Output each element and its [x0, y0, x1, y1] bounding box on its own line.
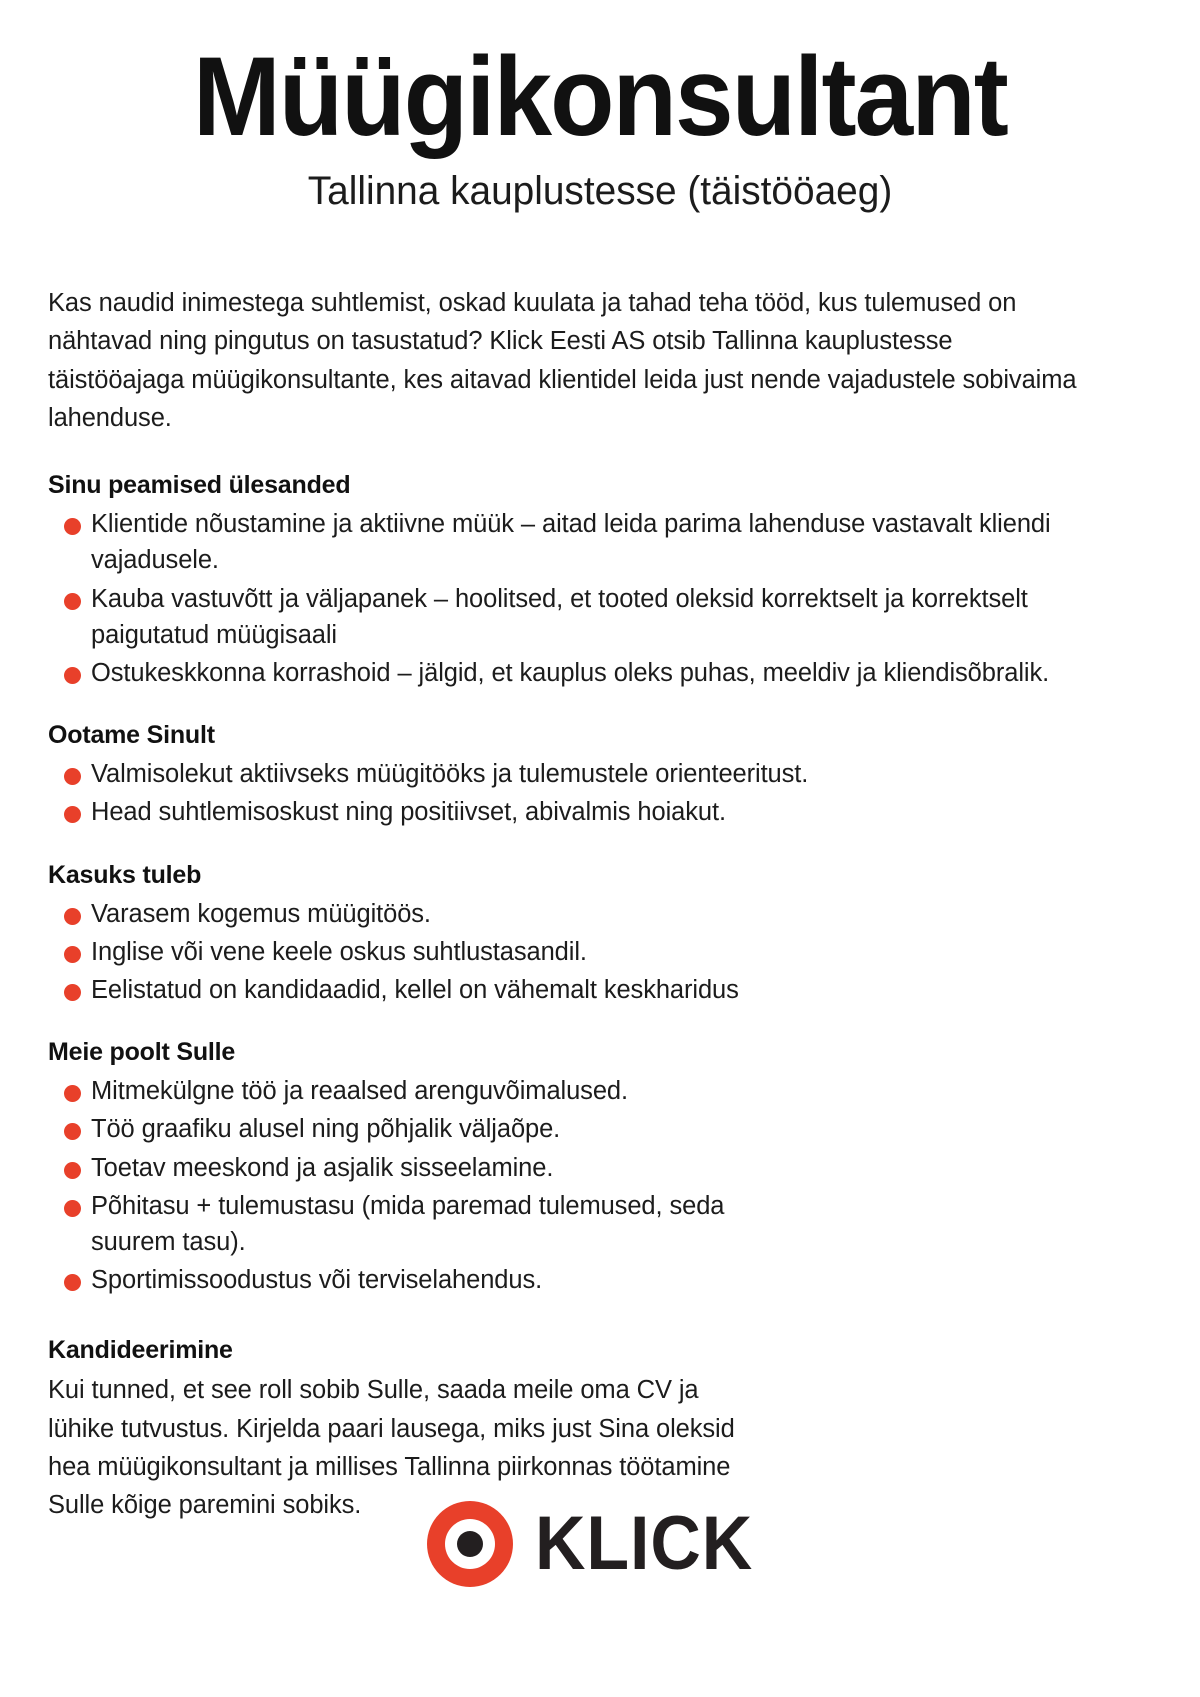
section-tasks	[48, 471, 1142, 691]
list-item	[48, 934, 1101, 970]
list-item	[48, 1073, 1101, 1109]
section-heading: Sinu peamised ülesanded	[48, 471, 351, 500]
list-item-text: Sportimissoodustus või terviselahendus.	[91, 1266, 543, 1295]
list-item-text: Põhitasu + tulemustasu (mida paremad tulemused, seda suurem tasu).	[91, 1191, 725, 1257]
list-item-text: Toetav meeskond ja asjalik sisseelamine.	[91, 1153, 554, 1182]
bullet-list	[48, 1073, 1142, 1298]
section-we-offer	[48, 1038, 1142, 1298]
list-item-text: Kauba vastuvõtt ja väljapanek – hoolitsed, et tooted oleksid korrektselt ja korrektselt paigutatud müügisaali	[91, 584, 1028, 649]
bullet-dot-icon	[64, 806, 81, 823]
poster-body	[48, 284, 1152, 1524]
bullet-dot-icon	[64, 768, 81, 785]
logo-ring-inner	[445, 1519, 495, 1569]
intro-paragraph: Kas naudid inimestega suhtlemist, oskad kuulata ja tahad teha tööd, kus tulemused on nähtavad ning pingutus on tasustatud? Klick Eesti AS otsib Tallinna kauplustesse täistööajaga müügikonsultante, kes aitavad klientidel leida just nende vajadustele sobivaima lahenduse.	[48, 289, 1077, 432]
apply-paragraph: Kui tunned, et see roll sobib Sulle, saada meile oma CV ja lühike tutvustus. Kirjelda paari lausega, miks just Sina oleksid hea müügikonsultant ja millises Tallinna piirkonnas töötamine Sulle kõige paremini sobiks.	[48, 1376, 735, 1520]
list-item	[48, 1150, 1101, 1186]
bullet-dot-icon	[64, 908, 81, 925]
poster-header	[48, 0, 1152, 214]
bullet-list	[48, 756, 1142, 830]
list-item	[48, 972, 1101, 1008]
logo-center-dot	[457, 1531, 483, 1557]
bullseye-target-icon	[427, 1501, 513, 1587]
section-heading: Meie poolt Sulle	[48, 1038, 236, 1067]
list-item-text: Mitmekülgne töö ja reaalsed arenguvõimalused.	[91, 1077, 628, 1106]
list-item	[48, 1262, 1101, 1298]
list-item-text: Töö graafiku alusel ning põhjalik väljaõpe.	[91, 1115, 561, 1144]
section-heading: Kandideerimine	[48, 1336, 233, 1365]
section-heading: Ootame Sinult	[48, 721, 215, 750]
section-nice-to-have	[48, 861, 1142, 1009]
bullet-list	[48, 896, 1142, 1009]
section-heading: Kasuks tuleb	[48, 860, 202, 889]
bullet-dot-icon	[64, 984, 81, 1001]
list-item	[48, 1188, 731, 1260]
list-item	[48, 581, 1101, 653]
bullet-dot-icon	[64, 1162, 81, 1179]
section-expectations	[48, 721, 1142, 830]
list-item	[48, 794, 1101, 830]
bullet-list	[48, 506, 1142, 691]
bullet-dot-icon	[64, 593, 81, 610]
bullet-dot-icon	[64, 946, 81, 963]
bullet-dot-icon	[64, 518, 81, 535]
list-item-text: Inglise või vene keele oskus suhtlustasandil.	[91, 937, 587, 966]
section-apply	[48, 1336, 1142, 1524]
list-item-text: Head suhtlemisoskust ning positiivset, abivalmis hoiakut.	[91, 798, 726, 827]
list-item-text: Ostukeskkonna korrashoid – jälgid, et kauplus oleks puhas, meeldiv ja kliendisõbralik.	[91, 659, 1050, 688]
bullet-dot-icon	[64, 1123, 81, 1140]
bullet-dot-icon	[64, 1085, 81, 1102]
list-item	[48, 896, 1101, 932]
list-item	[48, 756, 1101, 792]
logo-wordmark: KLICK	[535, 1501, 754, 1586]
list-item	[48, 1111, 1101, 1147]
list-item	[48, 506, 1101, 578]
company-logo	[0, 1501, 1200, 1587]
list-item	[48, 655, 1101, 691]
bullet-dot-icon	[64, 1200, 81, 1217]
page-title: Müügikonsultant	[193, 34, 1007, 159]
page-subtitle: Tallinna kauplustesse (täistööaeg)	[307, 169, 893, 214]
bullet-dot-icon	[64, 667, 81, 684]
list-item-text: Klientide nõustamine ja aktiivne müük – aitad leida parima lahenduse vastavalt kliendi vajadusele.	[91, 510, 1051, 575]
bullet-dot-icon	[64, 1274, 81, 1291]
list-item-text: Eelistatud on kandidaadid, kellel on vähemalt keskharidus	[91, 976, 739, 1005]
list-item-text: Valmisolekut aktiivseks müügitööks ja tulemustele orienteeritust.	[91, 760, 809, 789]
list-item-text: Varasem kogemus müügitöös.	[91, 899, 431, 928]
